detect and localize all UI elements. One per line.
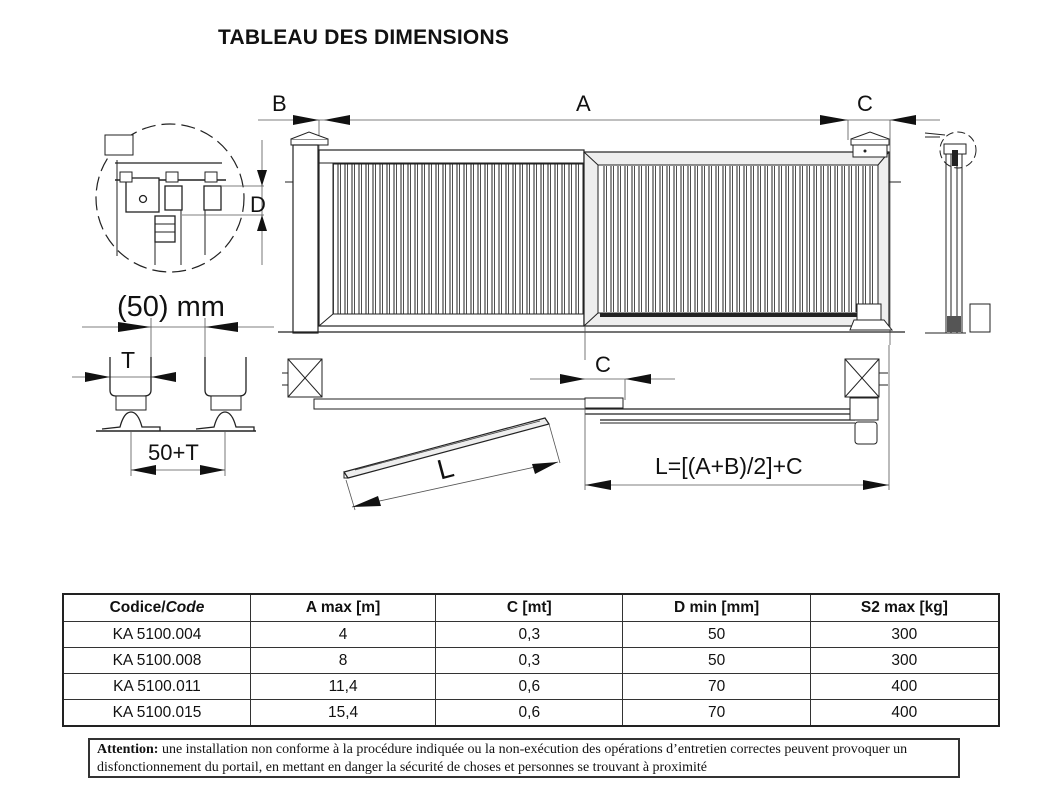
cell-d-min: 70 — [623, 700, 810, 727]
header-s2-max: S2 max [kg] — [810, 594, 999, 622]
attention-text: une installation non conforme à la procédure indiquée ou la non-exécution des opérations d’entretien correctes peuvent provoquer un disfonctionnement du portail, en mettant en danger la sécurité de choses et personnes se trouvant à proximité — [97, 742, 908, 775]
cell-a-max: 8 — [250, 648, 435, 674]
header-a-max: A max [m] — [250, 594, 435, 622]
dim-t-label: T — [121, 347, 136, 373]
track-section-icon — [72, 347, 256, 476]
cell-code: KA 5100.011 — [63, 674, 250, 700]
dim-a-label: A — [576, 91, 591, 116]
cell-code: KA 5100.015 — [63, 700, 250, 727]
dim-c-plan-label: C — [595, 352, 611, 377]
page-title: TABLEAU DES DIMENSIONS — [218, 26, 510, 49]
rail-icon — [344, 418, 560, 510]
table-header-row — [63, 594, 999, 622]
gate-elevation — [278, 132, 905, 360]
cell-s2-max: 400 — [810, 700, 999, 727]
cell-code: KA 5100.008 — [63, 648, 250, 674]
cell-s2-max: 300 — [810, 648, 999, 674]
header-d-min: D min [mm] — [623, 594, 810, 622]
dim-50t-label: 50+T — [148, 440, 199, 465]
table-row — [63, 674, 999, 700]
header-code: Codice/Code — [63, 594, 250, 622]
dim-b-label: B — [272, 91, 287, 116]
cell-d-min: 50 — [623, 622, 810, 648]
cell-a-max: 4 — [250, 622, 435, 648]
cell-c: 0,3 — [436, 622, 623, 648]
cell-d-min: 70 — [623, 674, 810, 700]
table-row — [63, 700, 999, 727]
cell-a-max: 15,4 — [250, 700, 435, 727]
dim-c-top-label: C — [857, 91, 873, 116]
attention-notice — [88, 738, 960, 778]
table-row — [63, 622, 999, 648]
cell-c: 0,6 — [436, 674, 623, 700]
roller-detail-icon — [96, 124, 264, 272]
cell-a-max: 11,4 — [250, 674, 435, 700]
dimensions-table — [62, 593, 1000, 727]
cell-s2-max: 400 — [810, 674, 999, 700]
attention-label: Attention: — [97, 742, 159, 757]
cell-s2-max: 300 — [810, 622, 999, 648]
table-row — [63, 648, 999, 674]
cell-c: 0,6 — [436, 700, 623, 727]
roller-spacing-label: (50) mm — [117, 291, 225, 323]
gate-side-view — [925, 132, 990, 333]
dim-l-label: L — [433, 451, 457, 486]
cell-c: 0,3 — [436, 648, 623, 674]
header-c: C [mt] — [436, 594, 623, 622]
formula-label: L=[(A+B)/2]+C — [655, 453, 803, 479]
cell-d-min: 50 — [623, 648, 810, 674]
dim-d-label: D — [250, 192, 266, 217]
cell-code: KA 5100.004 — [63, 622, 250, 648]
